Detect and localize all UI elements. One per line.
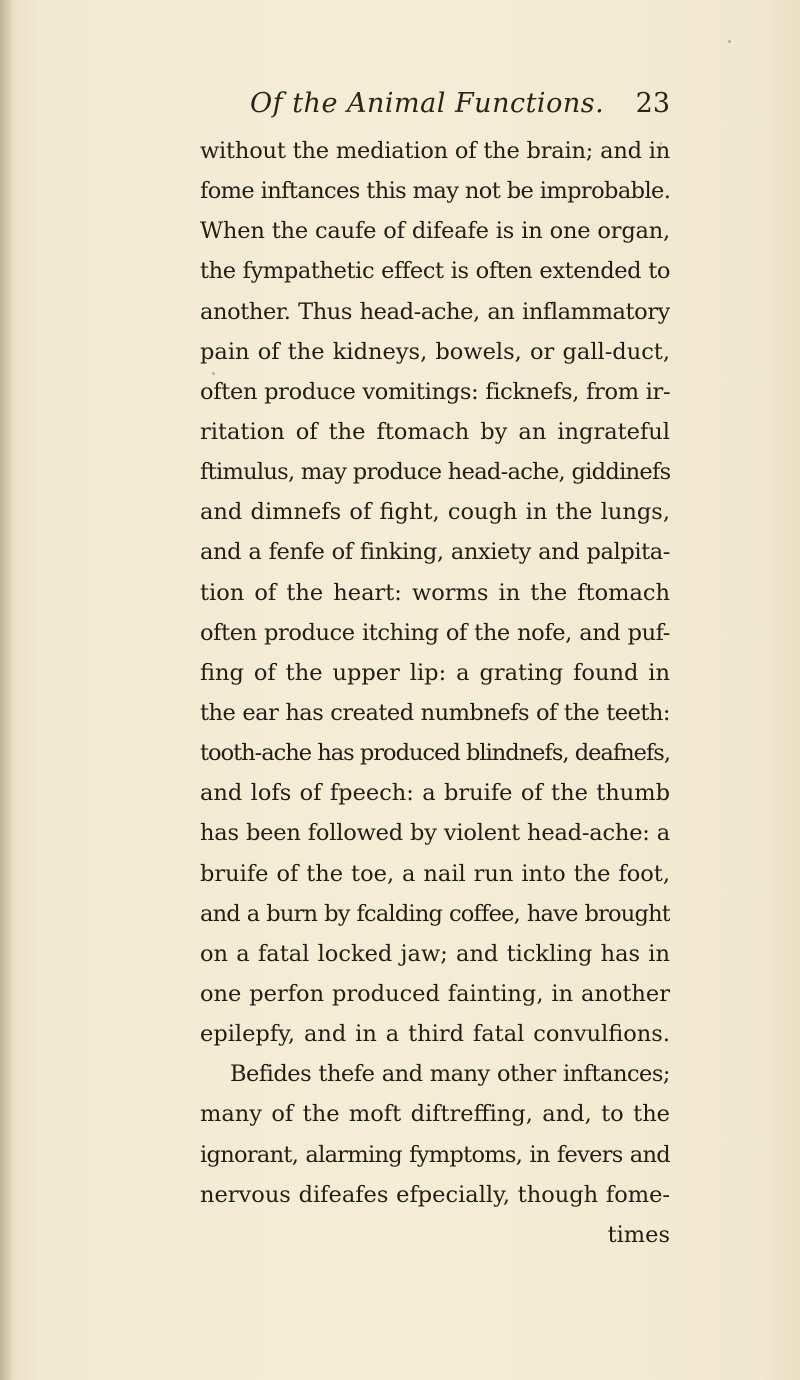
text-line: fome inftances this may not be improbable. xyxy=(200,178,670,205)
catchword: times xyxy=(607,1221,670,1248)
paper-speck xyxy=(728,40,731,43)
text-line: ignorant, alarming fymptoms, in fevers and xyxy=(200,1141,670,1168)
text-line: epilepfy, and in a third fatal convulfions. xyxy=(200,1021,670,1048)
text-line: another. Thus head-ache, an inflammatory xyxy=(200,298,670,325)
text-line: and a fenfe of finking, anxiety and palpita- xyxy=(200,539,670,566)
page-number: 23 xyxy=(635,88,670,119)
text-line: and a burn by fcalding coffee, have brought xyxy=(200,900,670,927)
text-line: often produce itching of the nofe, and puf- xyxy=(200,619,670,646)
text-line: When the caufe of difeafe is in one organ, xyxy=(200,218,670,245)
text-line: many of the moft diftreffing, and, to the xyxy=(200,1101,670,1128)
text-line: fing of the upper lip: a grating found in xyxy=(200,659,670,686)
running-head xyxy=(250,84,670,128)
text-line: nervous difeafes efpecially, though fome- xyxy=(200,1181,670,1208)
text-line: and dimnefs of fight, cough in the lungs, xyxy=(200,499,670,526)
paragraph-start-line: Befides thefe and many other inftances; xyxy=(230,1061,670,1088)
text-line: and lofs of fpeech: a bruife of the thumb xyxy=(200,780,670,807)
text-line: tion of the heart: worms in the ftomach xyxy=(200,579,670,606)
text-line: pain of the kidneys, bowels, or gall-duct, xyxy=(200,338,670,365)
text-line: has been followed by violent head-ache: a xyxy=(200,820,670,847)
body-text xyxy=(200,131,670,1255)
text-line: the fympathetic effect is often extended to xyxy=(200,258,670,285)
running-title: Of the Animal Functions. xyxy=(250,88,605,119)
text-line: ritation of the ftomach by an ingrateful xyxy=(200,418,670,445)
text-line: tooth-ache has produced blindnefs, deafnefs, xyxy=(200,740,670,767)
text-line: often produce vomitings: ficknefs, from ir- xyxy=(200,378,670,405)
text-line: on a fatal locked jaw; and tickling has in xyxy=(200,940,670,967)
text-line: without the mediation of the brain; and in xyxy=(200,138,670,164)
text-line: the ear has created numbnefs of the teeth: xyxy=(200,699,670,726)
gutter-shadow xyxy=(0,0,14,1380)
text-line: bruife of the toe, a nail run into the foot, xyxy=(200,860,670,887)
text-line: one perfon produced fainting, in another xyxy=(200,980,670,1007)
text-line: ftimulus, may produce head-ache, giddinefs xyxy=(200,459,670,486)
